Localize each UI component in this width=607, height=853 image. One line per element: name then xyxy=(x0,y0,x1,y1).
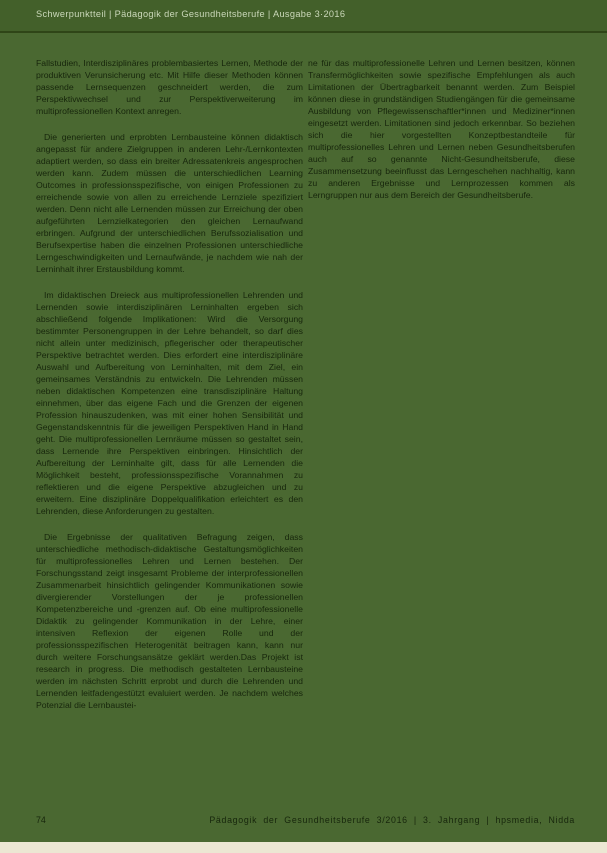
header-band xyxy=(0,0,607,31)
footer-page-number: 74 xyxy=(36,815,46,825)
bottom-edge-strip xyxy=(0,842,607,853)
header-title: Schwerpunktteil | Pädagogik der Gesundheitsberufe | Ausgabe 3·2016 xyxy=(36,9,346,19)
article-right-column xyxy=(308,57,575,215)
paragraph: Die Ergebnisse der qualitativen Befragung zeigen, dass unterschiedliche methodisch-didaktische Gestaltungsmöglichkeiten für multiprofessionelles Lehren und Lernen bestehen. Der Forschungsstand zeigt insgesamt Probleme der interprofessionellen Zusammenarbeit hinsichtlich gelingender Kommunikationen sowie divergierender Vorstellungen der je professionellen Kompetenzbereiche und -grenzen auf. Ob eine multiprofessionelle Didaktik zu gelingender Kommunikation in der Lehre, einer intensiven Reflexion der eigenen Rolle und der professionsspezifischen Heterogenität beitragen kann, kann nur durch weitere Forschungsansätze geklärt werden.Das Projekt ist research in progress. Die methodisch gestalteten Lernbausteine werden im nächsten Schritt erprobt und durch die Lehrenden und Lernenden leitfadengestützt evaluiert werden. Je nachdem welches Potenzial die Lernbaustei- xyxy=(36,532,303,710)
header-rule xyxy=(0,31,607,33)
paragraph: Die generierten und erprobten Lernbausteine können didaktisch angepasst für andere Zielgruppen in anderen Lehr-/Lernkontexten adaptiert werden, so dass ein breiter Adressatenkreis angesprochen werden kann. Zudem müssen die unterschiedlichen Learning Outcomes in professionsspezifische, von einigen Professionen zu erreichende sowie von allen zu erreichende Lernziele spezifiziert werden. Denn nicht alle Lernenden müssen zur Erreichung der oben aufgeführten Lernzielkategorien den gleichen Lernaufwand erbringen. Aufgrund der unterschiedlichen Berufssozialisation und Berufsexpertise haben die einzelnen Professionen unterschiedliche Lerngeschwindigkeiten und Lernaufwände, je nachdem wie nah der Lerninhalt ihrer Erstausbildung kommt. xyxy=(36,132,303,274)
paragraph: Fallstudien, Interdisziplinäres problembasiertes Lernen, Methode der produktiven Verunsicherung etc. Mit Hilfe dieser Methoden können passende Lernsequenzen geschneidert werden, die zum Perspektivwechsel und zur Perspektiverweiterung im multiprofessionellen Kontext anregen. xyxy=(36,58,303,116)
paragraph: ne für das multiprofessionelle Lehren und Lernen besitzen, können Transfermöglichkeiten sowie spezifische Empfehlungen als auch Limitationen der Übertragbarkeit benannt werden. Zum Beispiel können diese in grundständigen Studiengängen für die gemeinsame Ausbildung von Pflegewissenschaftler*innen und Mediziner*innen eingesetzt werden. Limitationen sind jedoch erkennbar. So beziehen sich die hier vorgestellten Konzeptbestandteile für multiprofessionelles Lehren und Lernen neben Gesundheitsberufen auch auf so genannte Nicht-Gesundheitsberufe, diese Zusammensetzung beeinflusst das Lerngeschehen nachhaltig, kann zu anderen Ergebnisse und Lernprozessen kommen als Lerngruppen nur aus dem Bereich der Gesundheitsberufe. xyxy=(308,58,575,200)
footer-journal-line: Pädagogik der Gesundheitsberufe 3/2016 | 3. Jahrgang | hpsmedia, Nidda xyxy=(209,815,575,825)
paragraph: Im didaktischen Dreieck aus multiprofessionellen Lehrenden und Lernenden sowie interdisziplinären Lerninhalten ergeben sich abschließend folgende Implikationen: Wird die Versorgung bestimmter Personengruppen in der Lehre behandelt, so darf dies nicht allein unter medizinisch, pflegerischer oder therapeutischer Perspektive betrachtet werden. Dies erfordert eine interdisziplinäre Auswahl und Aufbereitung von Lerninhalten, mit dem Ziel, ein gemeinsames Verständnis zu entwickeln. Die Lehrenden müssen neben didaktischen Kompetenzen eine transdisziplinäre Haltung einnehmen, über das eigene Fach und die Grenzen der eigenen Profession hinauszudenken, was mit einer hohen Sensibilität und Gegenstandskenntnis für die jeweiligen Perspektiven Hand in Hand geht. Die multiprofessionellen Lernräume müssen so gestaltet sein, dass Lernende ihre Perspektiven einbringen. Hinsichtlich der Aufbereitung der Lerninhalte gilt, dass für alle Lernenden die Möglichkeit besteht, professionsspezifische Vorannahmen zu reflektieren und die eigene Perspektive abzugleichen und zu erweitern. Eine disziplinäre Doppelqualifikation erleichtert es den Lehrenden, diese Anforderungen zu gestalten. xyxy=(36,290,303,516)
article-left-column xyxy=(36,57,303,725)
